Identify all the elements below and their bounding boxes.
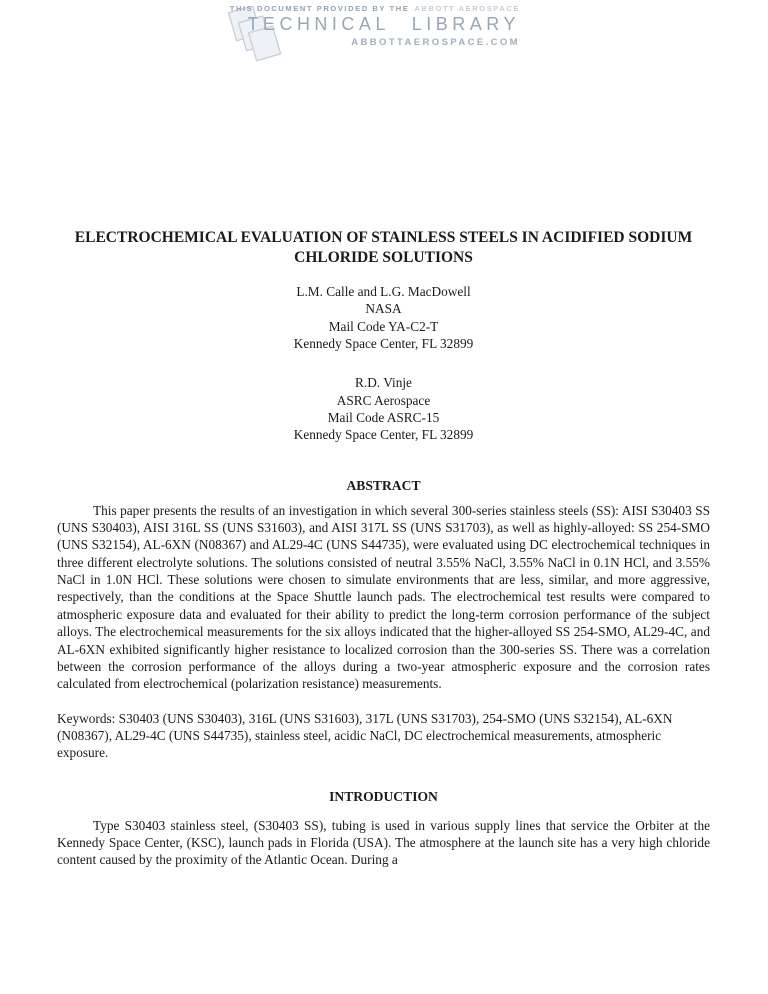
provided-prefix-text: THIS DOCUMENT PROVIDED BY THE xyxy=(229,4,410,13)
author-block-asrc xyxy=(57,374,710,443)
abstract-paragraph: This paper presents the results of an investigation in which several 300-series stainless steels (SS): AISI S30403 SS (UNS S30403), AISI 316L SS (UNS S31603), and AISI 317L SS (UNS S31703), as well as highly-alloyed: SS 254-SMO (UNS S32154), AL-6XN (N08367) and AL29-4C (UNS S44735), were evaluated using DC electrochemical techniques in three different electrolyte solutions. The solutions consisted of neutral 3.55% NaCl, 3.55% NaCl in 0.1N HCl, and 3.55% NaCl in 1.0N HCl. These solutions were chosen to simulate environments that are less, similar, and more aggressive, respectively, than the conditions at the Space Shuttle launch pads. The electrochemical test results were compared to atmospheric exposure data and evaluated for their ability to predict the long-term corrosion performance of the subject alloys. The electrochemical measurements for the six alloys indicated that the higher-alloyed SS 254-SMO, AL29-4C, and AL-6XN exhibited significantly higher resistance to localized corrosion than the 300-series SS. There was a correlation between the corrosion performance of the alloys during a two-year atmospheric exposure and the corrosion rates calculated from electrochemical (polarization resistance) measurements. xyxy=(57,502,710,692)
abstract-heading: ABSTRACT xyxy=(346,477,421,493)
brand-name-text: ABBOTT AEROSPACE xyxy=(414,4,520,13)
author-block-nasa xyxy=(57,283,710,352)
author-affiliation: ASRC Aerospace xyxy=(336,392,431,408)
author-names: R.D. Vinje xyxy=(355,375,412,391)
introduction-paragraph: Type S30403 stainless steel, (S30403 SS), tubing is used in various supply lines that service the Orbiter at the Kennedy Space Center, (KSC), launch pads in Florida (USA). The atmosphere at the launch site has a very high chloride content caused by the proximity of the Atlantic Ocean. During a xyxy=(57,817,710,868)
paper-title xyxy=(57,228,710,268)
paper-content xyxy=(57,0,710,869)
author-address: Kennedy Space Center, FL 32899 xyxy=(293,336,474,352)
keywords-paragraph: Keywords: S30403 (UNS S30403), 316L (UNS S31603), 317L (UNS S31703), 254-SMO (UNS S32154), AL-6XN (N08367), AL29-4C (UNS S44735), stainless steel, acidic NaCl, DC electrochemical measurements, atmospheric exposure. xyxy=(57,710,673,761)
author-address: Kennedy Space Center, FL 32899 xyxy=(293,427,474,443)
introduction-heading: INTRODUCTION xyxy=(329,788,438,804)
technical-library-logotype: TECHNICAL LIBRARY xyxy=(247,14,520,34)
author-mail-code: Mail Code ASRC-15 xyxy=(327,410,440,426)
author-names: L.M. Calle and L.G. MacDowell xyxy=(296,284,471,299)
author-affiliation: NASA xyxy=(365,301,402,317)
brand-site-text: ABBOTTAEROSPACE.COM xyxy=(351,37,520,48)
author-mail-code: Mail Code YA-C2-T xyxy=(328,318,439,334)
paper-title-line-1: ELECTROCHEMICAL EVALUATION OF STAINLESS STEELS IN ACIDIFIED SODIUM xyxy=(74,229,693,246)
paper-title-line-2: CHLORIDE SOLUTIONS xyxy=(294,249,473,266)
